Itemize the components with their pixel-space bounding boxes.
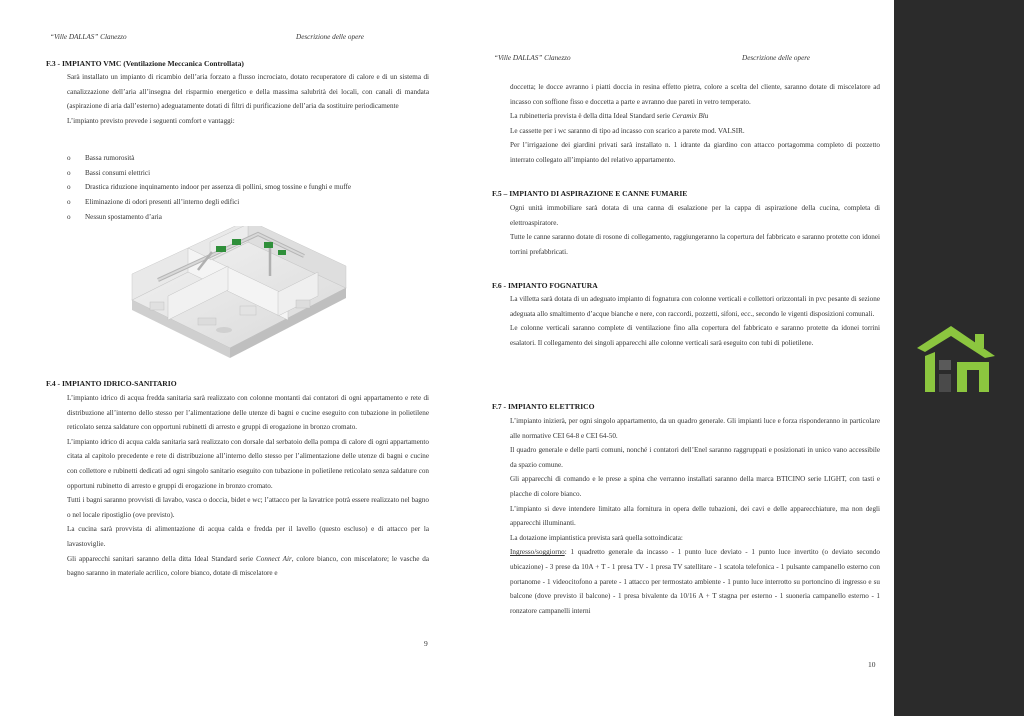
list-item: o Bassa rumorosità [67,151,437,166]
f4-para2-text: L’impianto idrico di acqua calda sanitaria sarà realizzato con dorsale dal serbatoio della pompa di calore di ogni appartamento citata al capitolo precedente e rete di distribuzione all’interno dello stesso per l’alimentazione delle utenze di bagni e cucine con collettore e rubinetti dedicati ad ogni singolo sanitario eseguito con tubazione in polietilene reticolato senza saldature con opportuni rubinetto di arresto e gruppi di erogazione in bronzo cromato. [67,437,429,490]
f7-para1-text: L’impianto inizierà, per ogni singolo appartamento, da un quadro generale. Gli impianti luce e forza risponderanno in particolare alle normative CEI 64-8 e CEI 64-50. [510,417,880,440]
list-item: o Drastica riduzione inquinamento indoor per assenza di pollini, smog tossine e funghi e muffe [67,180,437,195]
bullet-icon: o [67,183,71,192]
f3-para1-text: Sarà installato un impianto di ricambio dell’aria forzato a flusso incrociato, dotato recuperatore di calore e di un sistema di canalizzazione dell’aria all’insegna del risparmio energetico e della massima salubrità dei locali, con canali di mandata (aspirazione di aria dall’esterno) adeguatamente dotati di filtri di purificazione dell’aria da sostituire periodicamente [67,73,429,111]
list-item: o Bassi consumi elettrici [67,166,437,181]
section-title-f7: F.7 - IMPIANTO ELETTRICO [492,402,595,411]
intro-para3-text: Le cassette per i wc saranno di tipo ad incasso con scarico a parete mod. VALSIR. [510,126,745,135]
f5-para2-text: Tutte le canne saranno dotate di rosone di collegamento, raggiungeranno la copertura del fabbricato e saranno protette con idonei torrini prefabbricati. [510,233,880,256]
bullet-icon: o [67,212,71,221]
f5-paragraphs [510,201,880,259]
page-header-right: Descrizione delle opere [296,33,364,41]
section-title-f3: F.3 - IMPIANTO VMC (Ventilazione Meccanica Controllata) [46,59,244,68]
f7-para4-text: L’impianto si deve intendere limitato alla fornitura in opera delle tubazioni, dei cavi e delle apparecchiature, ma non degli apparecchi illuminanti. [510,504,880,528]
page-header-left: “Ville DALLAS” Clanezzo [494,54,571,62]
brand-sidebar [894,0,1024,716]
bullet-icon: o [67,154,71,162]
section-title-f6: F.6 - IMPIANTO FOGNATURA [492,281,598,290]
list-item: o Eliminazione di odori presenti all’interno degli edifici [67,195,437,210]
ventilation-apartment-3d-illustration [128,226,350,364]
section-title-f4: F.4 - IMPIANTO IDRICO-SANITARIO [46,379,177,388]
f4-para5-text: Gli apparecchi sanitari saranno della ditta Ideal Standard serie Connect Air, colore bianco, con miscelatore; le vasche da bagno saranno in materiale acrilico, colore bianco, dotate di miscelatore e [67,554,430,578]
section-title-f5: F.5 – IMPIANTO DI ASPIRAZIONE E CANNE FUMARIE [492,189,688,198]
f7-para3-text: Gli apparecchi di comando e le prese a spina che verranno installati saranno della marca BTICINO serie LIGHT, con tasti e placche di colore bianco. [510,475,880,498]
page-header-right: Descrizione delle opere [742,54,810,62]
house-logo-icon [917,322,1003,396]
f3-bullet-list [67,151,437,225]
f6-paragraphs [510,292,880,350]
bullet-icon: o [67,168,71,177]
list-item: o Nessun spostamento d’aria [67,210,437,225]
f4-para1-text: L’impianto idrico di acqua fredda sanitaria sarà realizzato con colonne montanti dai contatori di ogni appartamento e rete di distribuzione all’interno dello stesso per l’alimentazione delle utenze di bagni e cucine eseguito con tubazione in polietilene reticolato senza saldature con opportuni rubinetti di arresto e gruppi di erogazione in bronzo cromato. [67,394,429,432]
intro-para2-text: La rubinetteria prevista è della ditta Ideal Standard serie Ceramix Blu [510,112,709,121]
f7-para6-text: Ingresso/soggiorno: 1 quadretto generale da incasso - 1 punto luce deviato - 1 punto luce invertito (o deviato secondo ubicazione) - 3 prese da 10A + T - 1 presa TV - 1 presa TV satellitare - 1 scatola telefonica - 1 pulsante campanello esterno con portanome - 1 videocitofono a parete - 1 attacco per termostato ambiente - 1 punto luce interrotto su portoncino di ingresso e su balcone (dove previsto il balcone) - 1 presa bivalente da 10/16 A + T stagna per esterno - 1 suoneria campanello esterno - 1 ronzatore campanelli interni [510,548,880,615]
page-header-left: “Ville DALLAS” Clanezzo [50,33,127,41]
f4-paragraphs [67,391,429,581]
page-number: 9 [424,639,428,648]
f6-para1-text: La villetta sarà dotata di un adeguato impianto di fognatura con colonne verticali e collettori orizzontali in pvc pesante di sezione adeguata allo smaltimento d’acque bianche e nere, con raccordi, pozzetti, sifoni, ecc., secondo le vigenti disposizioni comunali. [510,295,880,318]
f4-para3-text: Tutti i bagni saranno provvisti di lavabo, vasca o doccia, bidet e wc; l’attacco per la lavatrice potrà essere realizzato nel bagno o nel locale ripostiglio (ove previsto). [67,496,429,519]
f7-para5-text: La dotazione impiantistica prevista sarà quella sottoindicata: [510,533,683,542]
f6-para2-text: Le colonne verticali saranno complete di ventilazione fino alla copertura del fabbricato e saranno protette da idonei torrini esalatori. Il collegamento dei singoli apparecchi alle colonne verticali sarà eseguito con tubi di polietilene. [510,324,880,347]
right-page [474,0,894,716]
f3-paragraph-1 [67,70,429,128]
f7-para2-text: Il quadro generale e delle parti comuni, nonché i contatori dell’Enel saranno raggruppati e posizionati in unico vano accessibile da spazio comune. [510,446,880,469]
bullet-icon: o [67,198,71,207]
f5-para1-text: Ogni unità immobiliare sarà dotata di una canna di esalazione per la cappa di aspirazione della cucina, completa di elettroaspiratore. [510,204,880,227]
continuation-paragraphs [510,80,880,168]
f7-paragraphs [510,414,880,618]
left-page [0,0,466,716]
f4-para4-text: La cucina sarà provvista di alimentazione di acqua calda e fredda per il lavello (questo escluso) e di attacco per la lavastoviglie. [67,525,429,548]
f3-para2-text: L’impianto previsto prevede i seguenti comfort e vantaggi: [67,116,235,125]
intro-para1-text: doccetta; le docce avranno i piatti doccia in resina effetto pietra, colore a scelta del cliente, saranno dotate di miscelatore ad incasso con soffione fisso e doccetta a parte e avranno due pareti in vetro temperato. [510,83,880,106]
page-number: 10 [868,660,876,669]
intro-para4-text: Per l’irrigazione dei giardini privati sarà installato n. 1 idrante da giardino con attacco portagomma completo di pozzetto interrato collegato all’impianto del relativo appartamento. [510,141,880,164]
